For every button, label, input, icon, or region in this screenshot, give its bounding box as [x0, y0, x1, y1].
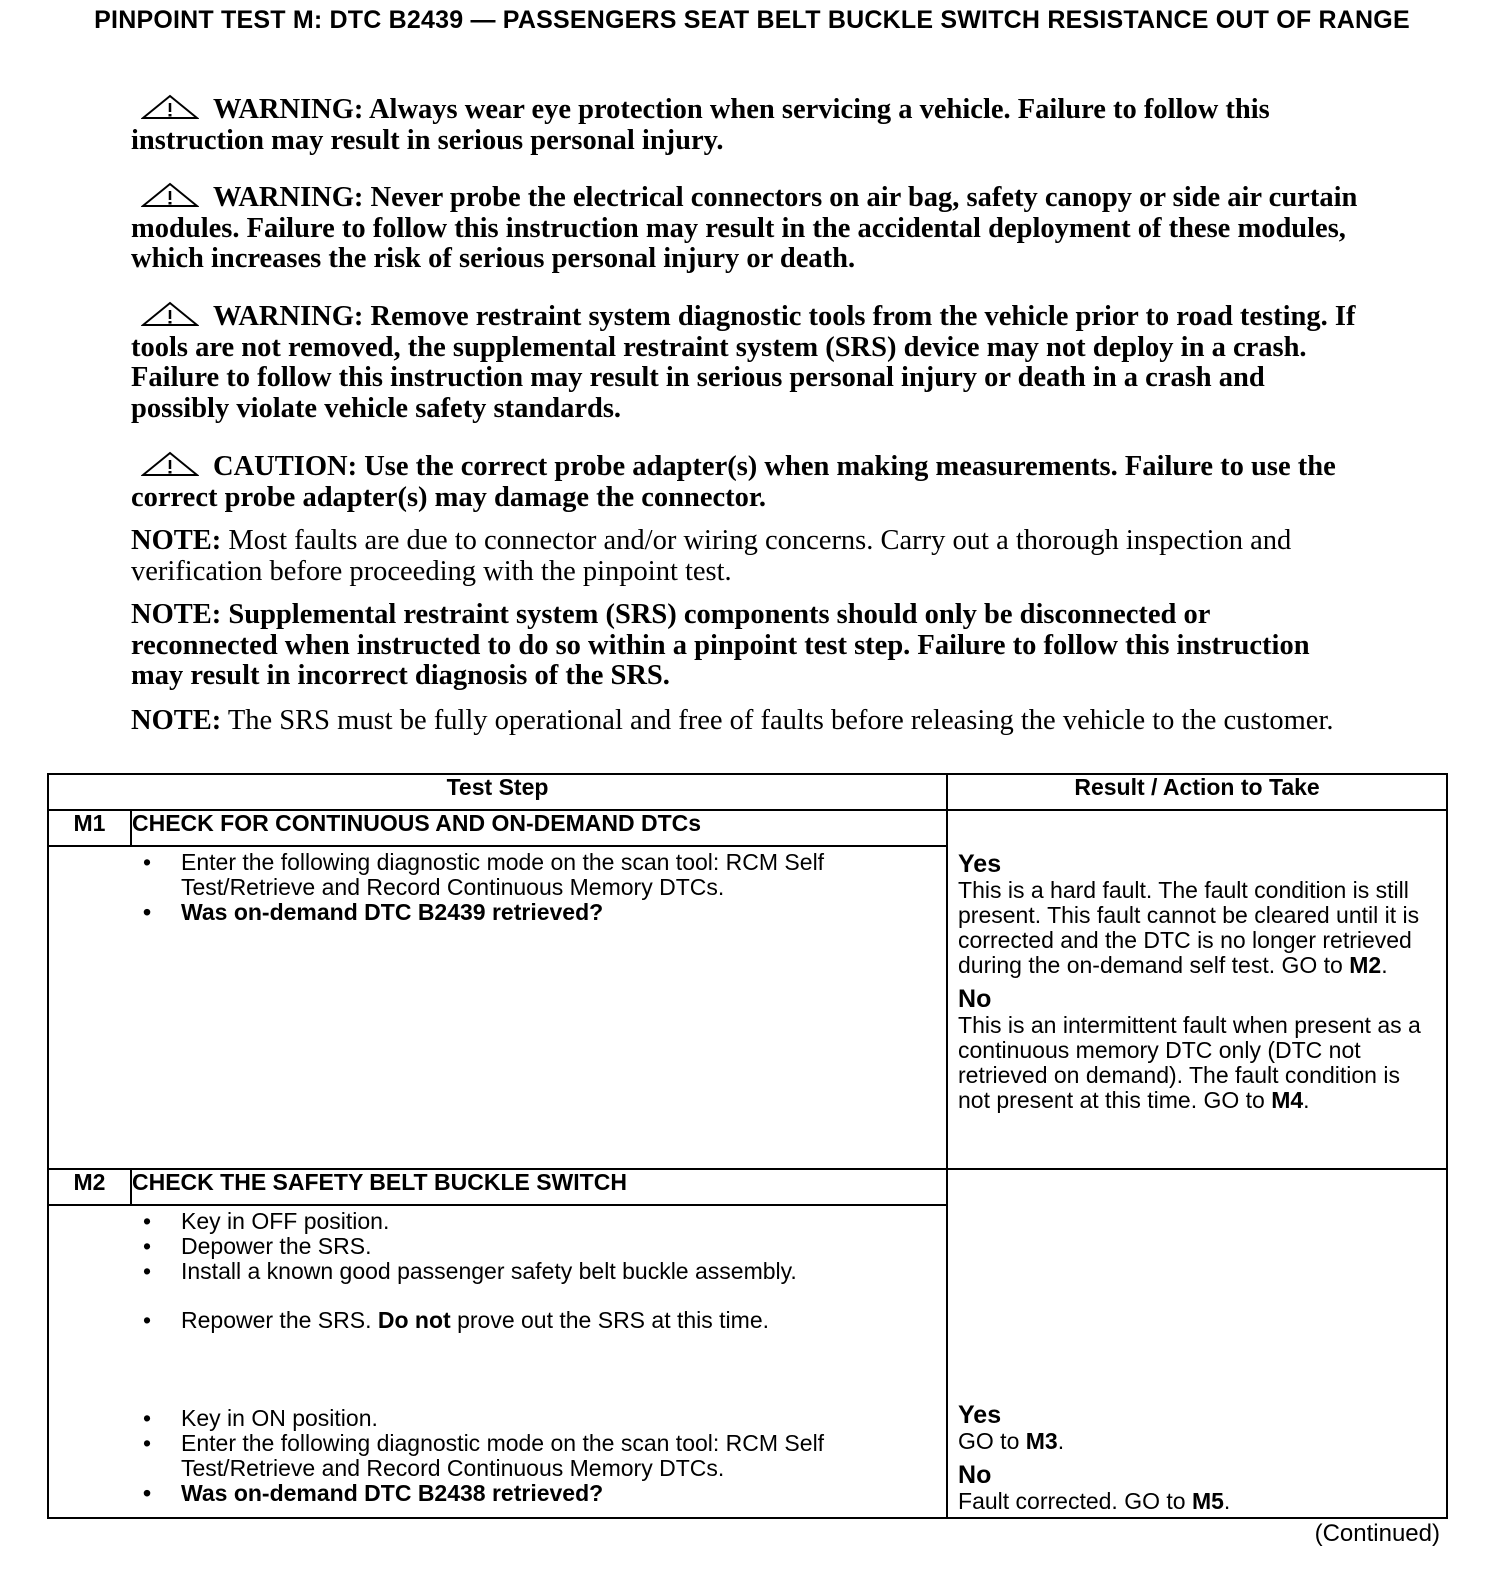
result-block: [948, 851, 1446, 1113]
list-item: • Key in OFF position.: [49, 1209, 946, 1234]
caution-text: CAUTION: Use the correct probe adapter(s) when making measurements. Failure to use the correct probe adapter(s) may damage the connector.: [131, 451, 1336, 513]
step-result-cell: [947, 810, 1447, 1169]
goto-step: M5: [1191, 1488, 1224, 1514]
test-step-header: Test Step: [48, 774, 947, 810]
list-item: • Was on-demand DTC B2439 retrieved?: [49, 900, 946, 925]
warning-triangle-icon: [141, 94, 199, 120]
note-srs-components: [131, 600, 1361, 692]
step-body: [48, 1205, 947, 1518]
warning-triangle-icon: [141, 301, 199, 327]
page-title: PINPOINT TEST M: DTC B2439 — PASSENGERS SEAT BELT BUCKLE SWITCH RESISTANCE OUT OF RANGE: [94, 6, 1410, 34]
result-block: [948, 1402, 1446, 1514]
step-result-cell: [947, 1169, 1447, 1518]
caution-probe-adapter: [131, 451, 1361, 513]
result-yes-text: GO to M3.: [958, 1428, 1065, 1454]
list-item: • Enter the following diagnostic mode on the scan tool: RCM Self Test/Retrieve and Record Continuous Memory DTCs.: [49, 850, 946, 900]
warning-text: WARNING: Never probe the electrical connectors on air bag, safety canopy or side air curtain modules. Failure to follow this instruction may result in the accidental deployment of these modules, which increases the risk of serious personal injury or death.: [131, 182, 1358, 274]
step-body: [48, 846, 947, 1169]
step-bullets: [49, 850, 946, 925]
note-srs-operational: [131, 706, 1361, 737]
note-text: Supplemental restraint system (SRS) components should only be disconnected or reconnected when instructed to do so within a pinpoint test step. Failure to follow this instruction may result in incorrect diagnosis of the SRS.: [131, 599, 1310, 691]
step-title-row: [48, 810, 1447, 846]
goto-step: M3: [1025, 1428, 1058, 1454]
list-item: • Repower the SRS. Do not prove out the SRS at this time.: [49, 1308, 946, 1333]
result-yes-text: This is a hard fault. The fault condition is still present. This fault cannot be cleared until it is corrected and the DTC is no longer retrieved during the on-demand self test. GO to M2.: [958, 877, 1420, 978]
pinpoint-test-table: [47, 773, 1448, 1519]
continued-label: (Continued): [1314, 1520, 1440, 1547]
result-no-label: No: [958, 1461, 992, 1489]
result-no-text: Fault corrected. GO to M5.: [958, 1488, 1231, 1514]
goto-step: M4: [1271, 1087, 1304, 1113]
list-item: • Install a known good passenger safety belt buckle assembly.: [49, 1259, 946, 1284]
step-title: CHECK FOR CONTINUOUS AND ON-DEMAND DTCs: [131, 810, 947, 846]
warning-triangle-icon: [141, 451, 199, 477]
result-header: Result / Action to Take: [947, 774, 1447, 810]
note-label: NOTE:: [131, 599, 222, 630]
step-bullets: [49, 1209, 946, 1506]
warning-text: WARNING: Always wear eye protection when servicing a vehicle. Failure to follow this instruction may result in serious personal injury.: [131, 94, 1270, 156]
step-title: CHECK THE SAFETY BELT BUCKLE SWITCH: [131, 1169, 947, 1205]
result-no-text: This is an intermittent fault when present as a continuous memory DTC only (DTC not retrieved on demand). The fault condition is not present at this time. GO to M4.: [958, 1012, 1421, 1113]
warning-probe-connectors: [131, 182, 1361, 275]
warning-eye-protection: [131, 94, 1361, 156]
note-label: NOTE:: [131, 705, 222, 736]
step-id: M1: [48, 810, 131, 846]
note-faults: [131, 526, 1361, 587]
table-header-row: [48, 774, 1447, 810]
list-item: • Depower the SRS.: [49, 1234, 946, 1259]
warning-text: WARNING: Remove restraint system diagnostic tools from the vehicle prior to road testing. If tools are not removed, the supplemental restraint system (SRS) device may not deploy in a crash. Failure to follow this instruction may result in serious personal injury or death in a crash and possibly violate vehicle safety standards.: [131, 301, 1356, 424]
list-item: • Was on-demand DTC B2438 retrieved?: [49, 1481, 946, 1506]
warning-triangle-icon: [141, 182, 199, 208]
list-item: • Enter the following diagnostic mode on the scan tool: RCM Self Test/Retrieve and Record Continuous Memory DTCs.: [49, 1431, 946, 1481]
list-item: • Key in ON position.: [49, 1406, 946, 1431]
result-yes-label: Yes: [958, 850, 1002, 878]
warning-remove-tools: [131, 301, 1361, 424]
note-text: The SRS must be fully operational and free of faults before releasing the vehicle to the customer.: [221, 705, 1334, 736]
step-id: M2: [48, 1169, 131, 1205]
step-title-row: [48, 1169, 1447, 1205]
note-text: Most faults are due to connector and/or wiring concerns. Carry out a thorough inspection and verification before proceeding with the pinpoint test.: [131, 525, 1292, 587]
note-label: NOTE:: [131, 525, 222, 556]
goto-step: M2: [1349, 952, 1382, 978]
result-no-label: No: [958, 985, 992, 1013]
result-yes-label: Yes: [958, 1401, 1002, 1429]
